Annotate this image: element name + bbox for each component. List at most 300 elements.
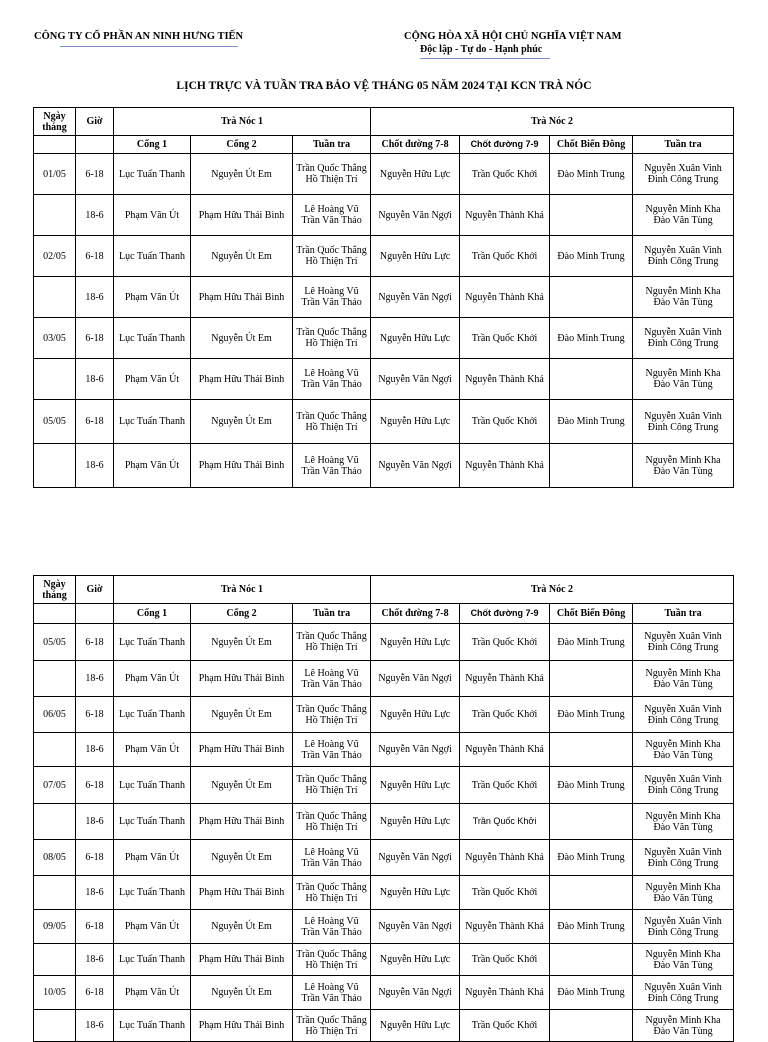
table-row <box>34 697 734 733</box>
patrol-2-cell <box>633 661 734 697</box>
patrol-1-cell-member: Hồ Thiện Trí <box>305 892 358 904</box>
post-7-8-cell: Nguyễn Văn Ngợi <box>371 444 460 488</box>
group-header-tra-noc-1: Trà Nóc 1 <box>114 576 371 604</box>
motto: Độc lập - Tự do - Hạnh phúc <box>420 44 543 55</box>
patrol-2-cell <box>633 944 734 976</box>
patrol-2-cell-member: Đào Văn Tùng <box>653 1025 713 1037</box>
patrol-1-cell-member: Trần Văn Thảo <box>301 215 362 226</box>
post-7-8-cell: Nguyễn Hữu Lực <box>371 400 460 444</box>
patrol-1-cell <box>293 661 371 697</box>
date-cell <box>34 876 76 910</box>
patrol-2-cell-member: Nguyễn Minh Kha <box>645 881 721 893</box>
patrol-2-cell-member: Đào Văn Tùng <box>653 959 713 971</box>
gate-2-cell: Nguyễn Út Em <box>191 236 293 277</box>
patrol-2-cell-member: Nguyễn Xuân Vinh <box>644 327 722 338</box>
post-bien-dong-cell <box>550 661 633 697</box>
post-7-9-cell: Nguyễn Thành Khá <box>460 444 550 488</box>
post-7-8-cell: Nguyễn Hữu Lực <box>371 236 460 277</box>
patrol-1-cell-member: Trần Quốc Thắng <box>296 774 367 785</box>
patrol-2-cell-member: Đinh Công Trung <box>647 926 719 938</box>
post-7-9-cell: Trần Quốc Khởi <box>460 697 550 733</box>
patrol-2-cell-member: Nguyễn Xuân Vinh <box>644 915 722 927</box>
patrol-1-cell-member: Hồ Thiện Trí <box>305 959 358 971</box>
hour-cell: 6-18 <box>76 154 114 195</box>
patrol-1-cell <box>293 318 371 359</box>
company-name: CÔNG TY CỔ PHẦN AN NINH HƯNG TIẾN <box>34 31 244 42</box>
patrol-2-cell-member: Đinh Công Trung <box>647 256 719 267</box>
gate-2-cell: Phạm Hữu Thái Bình <box>191 661 293 697</box>
patrol-2-header: Tuần tra <box>633 604 734 624</box>
patrol-1-cell-member: Lê Hoàng Vũ <box>304 915 359 927</box>
gate-2-cell: Phạm Hữu Thái Bình <box>191 733 293 767</box>
schedule-table-1 <box>33 107 734 488</box>
patrol-2-cell-member: Đinh Công Trung <box>647 785 719 796</box>
table-row <box>34 277 734 318</box>
gate-1-cell: Phạm Văn Út <box>114 733 191 767</box>
gate-1-cell: Lục Tuấn Thanh <box>114 876 191 910</box>
patrol-2-cell <box>633 840 734 876</box>
post-7-8-header: Chốt đường 7-8 <box>371 604 460 624</box>
patrol-2-cell-member: Đào Văn Tùng <box>653 297 713 308</box>
patrol-1-cell-member: Trần Văn Thảo <box>301 857 362 869</box>
date-cell <box>34 661 76 697</box>
patrol-2-cell-member: Đinh Công Trung <box>647 857 719 869</box>
patrol-2-cell-member: Nguyễn Xuân Vinh <box>644 703 722 715</box>
gate-1-cell: Lục Tuấn Thanh <box>114 1010 191 1042</box>
patrol-2-cell-member: Đinh Công Trung <box>647 642 719 653</box>
patrol-1-cell-member: Trần Văn Thảo <box>301 297 362 308</box>
post-7-9-cell: Trần Quốc Khởi <box>460 154 550 195</box>
gate-2-cell: Phạm Hữu Thái Bình <box>191 876 293 910</box>
post-bien-dong-cell <box>550 876 633 910</box>
patrol-1-cell <box>293 277 371 318</box>
gate-1-cell: Lục Tuấn Thanh <box>114 318 191 359</box>
patrol-2-cell <box>633 154 734 195</box>
patrol-1-cell-member: Trần Quốc Thắng <box>296 1014 367 1026</box>
gate-1-cell: Phạm Văn Út <box>114 359 191 400</box>
hour-cell: 18-6 <box>76 195 114 236</box>
patrol-1-cell <box>293 236 371 277</box>
date-cell <box>34 804 76 840</box>
post-7-9-cell: Nguyễn Thành Khá <box>460 195 550 236</box>
post-7-9-cell: Trần Quốc Khởi <box>460 236 550 277</box>
gate-1-cell: Phạm Văn Út <box>114 277 191 318</box>
patrol-2-cell-member: Đinh Công Trung <box>647 421 719 433</box>
patrol-2-cell <box>633 236 734 277</box>
gate-1-cell: Lục Tuấn Thanh <box>114 767 191 804</box>
post-7-8-cell: Nguyễn Văn Ngợi <box>371 359 460 400</box>
group-header-tra-noc-2: Trà Nóc 2 <box>371 576 734 604</box>
post-bien-dong-cell <box>550 733 633 767</box>
motto-underline <box>420 58 550 59</box>
table-row <box>34 944 734 976</box>
post-7-8-cell: Nguyễn Hữu Lực <box>371 876 460 910</box>
gate-2-cell: Nguyễn Út Em <box>191 318 293 359</box>
gate-1-header: Cổng 1 <box>114 604 191 624</box>
patrol-1-cell <box>293 944 371 976</box>
gate-2-cell: Phạm Hữu Thái Bình <box>191 195 293 236</box>
hour-cell: 6-18 <box>76 318 114 359</box>
patrol-2-cell-member: Đào Văn Tùng <box>653 749 713 761</box>
patrol-2-cell-member: Nguyễn Xuân Vinh <box>644 846 722 858</box>
gate-2-cell: Phạm Hữu Thái Bình <box>191 944 293 976</box>
post-7-8-cell: Nguyễn Hữu Lực <box>371 944 460 976</box>
patrol-2-cell-member: Nguyễn Minh Kha <box>645 204 721 215</box>
gate-2-cell: Nguyễn Út Em <box>191 154 293 195</box>
hour-cell: 18-6 <box>76 444 114 488</box>
patrol-1-cell-member: Trần Quốc Thắng <box>296 703 367 715</box>
patrol-2-cell <box>633 195 734 236</box>
table-row <box>34 661 734 697</box>
patrol-1-cell-member: Lê Hoàng Vũ <box>304 667 359 679</box>
post-7-9-cell: Nguyễn Thành Khá <box>460 733 550 767</box>
gate-2-cell: Nguyễn Út Em <box>191 840 293 876</box>
patrol-2-cell-member: Đào Văn Tùng <box>653 821 713 833</box>
patrol-1-cell-member: Lê Hoàng Vũ <box>304 454 359 466</box>
patrol-2-cell-member: Đào Văn Tùng <box>653 678 713 690</box>
table-row <box>34 910 734 944</box>
patrol-2-cell-member: Nguyễn Minh Kha <box>645 667 721 679</box>
gate-2-header: Cổng 2 <box>191 604 293 624</box>
gate-1-cell: Lục Tuấn Thanh <box>114 400 191 444</box>
post-7-8-cell: Nguyễn Văn Ngợi <box>371 840 460 876</box>
table-row <box>34 624 734 661</box>
post-7-9-cell: Nguyễn Thành Khá <box>460 277 550 318</box>
post-7-9-cell: Trần Quốc Khởi <box>460 318 550 359</box>
patrol-1-cell-member: Lê Hoàng Vũ <box>304 286 359 297</box>
patrol-2-cell <box>633 910 734 944</box>
table-row <box>34 236 734 277</box>
hour-cell: 18-6 <box>76 804 114 840</box>
table-row <box>34 876 734 910</box>
table-row <box>34 359 734 400</box>
gate-2-cell: Phạm Hữu Thái Bình <box>191 1010 293 1042</box>
hour-cell: 18-6 <box>76 944 114 976</box>
patrol-2-cell <box>633 444 734 488</box>
hour-column-header: Giờ <box>76 108 114 136</box>
hour-cell: 6-18 <box>76 236 114 277</box>
hour-cell: 6-18 <box>76 697 114 733</box>
post-7-8-cell: Nguyễn Văn Ngợi <box>371 733 460 767</box>
schedule-table-2 <box>33 575 734 1042</box>
hour-cell: 18-6 <box>76 359 114 400</box>
patrol-2-cell-member: Đào Văn Tùng <box>653 215 713 226</box>
patrol-2-cell <box>633 624 734 661</box>
post-bien-dong-cell <box>550 277 633 318</box>
patrol-2-cell <box>633 400 734 444</box>
patrol-2-cell-member: Nguyễn Xuân Vinh <box>644 410 722 422</box>
patrol-1-cell-member: Trần Văn Thảo <box>301 992 362 1004</box>
post-7-8-cell: Nguyễn Văn Ngợi <box>371 910 460 944</box>
patrol-2-cell-member: Đinh Công Trung <box>647 992 719 1004</box>
date-cell: 07/05 <box>34 767 76 804</box>
gate-1-cell: Phạm Văn Út <box>114 976 191 1010</box>
gate-1-cell: Phạm Văn Út <box>114 910 191 944</box>
patrol-2-cell-member: Nguyễn Minh Kha <box>645 368 721 379</box>
gate-2-cell: Nguyễn Út Em <box>191 400 293 444</box>
patrol-1-cell <box>293 733 371 767</box>
gate-1-cell: Phạm Văn Út <box>114 195 191 236</box>
patrol-1-cell-member: Hồ Thiện Trí <box>305 174 358 185</box>
gate-1-cell: Phạm Văn Út <box>114 840 191 876</box>
patrol-1-cell <box>293 624 371 661</box>
post-bien-dong-cell: Đào Minh Trung <box>550 318 633 359</box>
patrol-1-cell-member: Hồ Thiện Trí <box>305 821 358 833</box>
patrol-1-cell-member: Trần Văn Thảo <box>301 749 362 761</box>
patrol-1-cell <box>293 876 371 910</box>
date-cell: 08/05 <box>34 840 76 876</box>
post-7-9-cell: Trần Quốc Khởi <box>460 804 550 840</box>
patrol-1-cell <box>293 195 371 236</box>
patrol-1-cell-member: Lê Hoàng Vũ <box>304 846 359 858</box>
table-row <box>34 976 734 1010</box>
table-row <box>34 195 734 236</box>
date-cell: 01/05 <box>34 154 76 195</box>
post-7-9-cell: Trần Quốc Khởi <box>460 1010 550 1042</box>
post-7-9-cell: Nguyễn Thành Khá <box>460 976 550 1010</box>
patrol-2-cell <box>633 318 734 359</box>
date-cell <box>34 733 76 767</box>
patrol-1-cell-member: Trần Văn Thảo <box>301 926 362 938</box>
patrol-2-cell-member: Nguyễn Minh Kha <box>645 454 721 466</box>
patrol-1-cell-member: Hồ Thiện Trí <box>305 256 358 267</box>
patrol-1-cell-member: Hồ Thiện Trí <box>305 421 358 433</box>
gate-2-cell: Nguyễn Út Em <box>191 767 293 804</box>
hour-cell: 18-6 <box>76 733 114 767</box>
company-underline <box>60 46 238 47</box>
patrol-2-cell <box>633 359 734 400</box>
post-bien-dong-cell: Đào Minh Trung <box>550 840 633 876</box>
post-7-8-cell: Nguyễn Hữu Lực <box>371 697 460 733</box>
post-bien-dong-cell <box>550 195 633 236</box>
hour-cell: 18-6 <box>76 876 114 910</box>
patrol-1-cell-member: Hồ Thiện Trí <box>305 714 358 726</box>
post-7-9-cell: Nguyễn Thành Khá <box>460 840 550 876</box>
patrol-1-cell-member: Lê Hoàng Vũ <box>304 368 359 379</box>
date-cell: 03/05 <box>34 318 76 359</box>
date-cell <box>34 1010 76 1042</box>
gate-2-cell: Nguyễn Út Em <box>191 624 293 661</box>
patrol-1-cell-member: Trần Quốc Thắng <box>296 810 367 822</box>
patrol-2-cell-member: Đào Văn Tùng <box>653 379 713 390</box>
post-7-8-cell: Nguyễn Văn Ngợi <box>371 661 460 697</box>
table-row <box>34 840 734 876</box>
post-7-8-cell: Nguyễn Hữu Lực <box>371 154 460 195</box>
hour-cell: 18-6 <box>76 277 114 318</box>
patrol-2-cell-member: Đinh Công Trung <box>647 714 719 726</box>
gate-1-cell: Lục Tuấn Thanh <box>114 697 191 733</box>
hour-cell: 18-6 <box>76 661 114 697</box>
patrol-1-cell <box>293 697 371 733</box>
patrol-2-cell-member: Nguyễn Xuân Vinh <box>644 774 722 785</box>
patrol-1-cell-member: Trần Quốc Thắng <box>296 631 367 642</box>
patrol-1-cell-member: Hồ Thiện Trí <box>305 642 358 653</box>
date-column-header: Ngày tháng <box>34 576 76 604</box>
post-7-8-cell: Nguyễn Hữu Lực <box>371 1010 460 1042</box>
patrol-1-header: Tuần tra <box>293 604 371 624</box>
patrol-1-cell-member: Trần Văn Thảo <box>301 678 362 690</box>
post-7-8-cell: Nguyễn Hữu Lực <box>371 767 460 804</box>
date-cell <box>34 444 76 488</box>
post-bien-dong-cell <box>550 804 633 840</box>
post-bien-dong-cell <box>550 1010 633 1042</box>
post-bien-dong-cell <box>550 359 633 400</box>
patrol-1-cell-member: Trần Văn Thảo <box>301 379 362 390</box>
gate-1-cell: Phạm Văn Út <box>114 444 191 488</box>
hour-cell: 6-18 <box>76 976 114 1010</box>
post-7-8-header: Chốt đường 7-8 <box>371 136 460 154</box>
table-row <box>34 444 734 488</box>
patrol-2-cell-member: Nguyễn Minh Kha <box>645 1014 721 1026</box>
gate-1-cell: Lục Tuấn Thanh <box>114 624 191 661</box>
post-7-9-cell: Trần Quốc Khởi <box>460 400 550 444</box>
patrol-1-cell-member: Hồ Thiện Trí <box>305 338 358 349</box>
patrol-1-cell-member: Trần Quốc Thắng <box>296 410 367 422</box>
patrol-1-cell <box>293 1010 371 1042</box>
gate-1-cell: Lục Tuấn Thanh <box>114 154 191 195</box>
post-7-9-cell: Nguyễn Thành Khá <box>460 661 550 697</box>
post-7-9-header: Chốt đường 7-9 <box>460 604 550 624</box>
patrol-1-cell-member: Trần Quốc Thắng <box>296 163 367 174</box>
hour-cell: 6-18 <box>76 767 114 804</box>
patrol-2-header: Tuần tra <box>633 136 734 154</box>
patrol-1-cell-member: Hồ Thiện Trí <box>305 1025 358 1037</box>
patrol-2-cell-member: Đào Văn Tùng <box>653 465 713 477</box>
post-bien-dong-cell: Đào Minh Trung <box>550 400 633 444</box>
post-7-8-cell: Nguyễn Văn Ngợi <box>371 976 460 1010</box>
patrol-2-cell-member: Nguyễn Minh Kha <box>645 948 721 960</box>
patrol-2-cell <box>633 733 734 767</box>
post-bien-dong-cell: Đào Minh Trung <box>550 910 633 944</box>
patrol-2-cell-member: Nguyễn Xuân Vinh <box>644 245 722 256</box>
patrol-1-cell-member: Hồ Thiện Trí <box>305 785 358 796</box>
patrol-1-cell-member: Trần Quốc Thắng <box>296 327 367 338</box>
patrol-2-cell-member: Đinh Công Trung <box>647 174 719 185</box>
gate-2-header: Cổng 2 <box>191 136 293 154</box>
gate-2-cell: Phạm Hữu Thái Bình <box>191 804 293 840</box>
patrol-1-cell <box>293 154 371 195</box>
table-row <box>34 804 734 840</box>
patrol-1-cell-member: Trần Quốc Thắng <box>296 881 367 893</box>
patrol-2-cell <box>633 976 734 1010</box>
patrol-2-cell-member: Nguyễn Minh Kha <box>645 810 721 822</box>
hour-cell: 6-18 <box>76 910 114 944</box>
post-7-9-cell: Trần Quốc Khởi <box>460 944 550 976</box>
post-7-8-cell: Nguyễn Hữu Lực <box>371 318 460 359</box>
patrol-2-cell-member: Nguyễn Xuân Vinh <box>644 631 722 642</box>
table-row <box>34 400 734 444</box>
post-7-9-cell: Trần Quốc Khởi <box>460 876 550 910</box>
gate-2-cell: Phạm Hữu Thái Bình <box>191 444 293 488</box>
post-bien-dong-cell <box>550 944 633 976</box>
post-7-8-cell: Nguyễn Văn Ngợi <box>371 277 460 318</box>
gate-2-cell: Nguyễn Út Em <box>191 976 293 1010</box>
patrol-1-cell <box>293 910 371 944</box>
patrol-2-cell-member: Đinh Công Trung <box>647 338 719 349</box>
gate-1-cell: Phạm Văn Út <box>114 661 191 697</box>
post-bien-dong-cell: Đào Minh Trung <box>550 767 633 804</box>
post-7-8-cell: Nguyễn Văn Ngợi <box>371 195 460 236</box>
gate-2-cell: Phạm Hữu Thái Bình <box>191 359 293 400</box>
patrol-1-cell <box>293 400 371 444</box>
patrol-1-cell <box>293 444 371 488</box>
post-7-9-header: Chốt đường 7-9 <box>460 136 550 154</box>
patrol-1-cell <box>293 804 371 840</box>
patrol-2-cell <box>633 277 734 318</box>
date-cell: 10/05 <box>34 976 76 1010</box>
gate-1-cell: Lục Tuấn Thanh <box>114 236 191 277</box>
patrol-1-cell-member: Trần Quốc Thắng <box>296 948 367 960</box>
table-row <box>34 318 734 359</box>
patrol-2-cell-member: Nguyễn Xuân Vinh <box>644 981 722 993</box>
table-row <box>34 767 734 804</box>
post-bien-dong-cell: Đào Minh Trung <box>550 236 633 277</box>
hour-cell: 18-6 <box>76 1010 114 1042</box>
patrol-2-cell <box>633 1010 734 1042</box>
patrol-1-cell-member: Lê Hoàng Vũ <box>304 981 359 993</box>
patrol-1-cell-member: Trần Quốc Thắng <box>296 245 367 256</box>
patrol-2-cell <box>633 767 734 804</box>
date-cell <box>34 359 76 400</box>
post-bien-dong-cell: Đào Minh Trung <box>550 624 633 661</box>
date-cell: 09/05 <box>34 910 76 944</box>
patrol-2-cell <box>633 804 734 840</box>
post-bien-dong-cell: Đào Minh Trung <box>550 697 633 733</box>
patrol-2-cell-member: Nguyễn Xuân Vinh <box>644 163 722 174</box>
patrol-1-cell <box>293 767 371 804</box>
table-row <box>34 154 734 195</box>
date-cell <box>34 195 76 236</box>
post-7-8-cell: Nguyễn Hữu Lực <box>371 804 460 840</box>
patrol-1-header: Tuần tra <box>293 136 371 154</box>
post-bien-dong-cell: Đào Minh Trung <box>550 154 633 195</box>
document-title: LỊCH TRỰC VÀ TUẦN TRA BẢO VỆ THÁNG 05 NĂM 2024 TẠI KCN TRÀ NÓC <box>176 80 592 92</box>
date-cell: 06/05 <box>34 697 76 733</box>
date-cell: 02/05 <box>34 236 76 277</box>
group-header-tra-noc-2: Trà Nóc 2 <box>371 108 734 136</box>
table-row <box>34 733 734 767</box>
hour-cell: 6-18 <box>76 840 114 876</box>
patrol-2-cell-member: Nguyễn Minh Kha <box>645 738 721 750</box>
patrol-2-cell-member: Đào Văn Tùng <box>653 892 713 904</box>
post-7-9-cell: Trần Quốc Khởi <box>460 767 550 804</box>
patrol-1-cell <box>293 359 371 400</box>
date-cell <box>34 277 76 318</box>
patrol-2-cell <box>633 876 734 910</box>
gate-2-cell: Phạm Hữu Thái Bình <box>191 277 293 318</box>
patrol-1-cell-member: Lê Hoàng Vũ <box>304 204 359 215</box>
patrol-1-cell <box>293 976 371 1010</box>
hour-cell: 6-18 <box>76 624 114 661</box>
gate-2-cell: Nguyễn Út Em <box>191 910 293 944</box>
patrol-1-cell <box>293 840 371 876</box>
post-bien-dong-header: Chốt Biển Đông <box>550 604 633 624</box>
post-7-9-cell: Nguyễn Thành Khá <box>460 910 550 944</box>
post-bien-dong-cell <box>550 444 633 488</box>
table-row <box>34 1010 734 1042</box>
hour-cell: 6-18 <box>76 400 114 444</box>
gate-2-cell: Nguyễn Út Em <box>191 697 293 733</box>
post-bien-dong-header: Chốt Biển Đông <box>550 136 633 154</box>
hour-column-header: Giờ <box>76 576 114 604</box>
date-cell: 05/05 <box>34 624 76 661</box>
group-header-tra-noc-1: Trà Nóc 1 <box>114 108 371 136</box>
patrol-1-cell-member: Trần Văn Thảo <box>301 465 362 477</box>
post-bien-dong-cell: Đào Minh Trung <box>550 976 633 1010</box>
gate-1-header: Cổng 1 <box>114 136 191 154</box>
patrol-2-cell-member: Nguyễn Minh Kha <box>645 286 721 297</box>
patrol-2-cell <box>633 697 734 733</box>
